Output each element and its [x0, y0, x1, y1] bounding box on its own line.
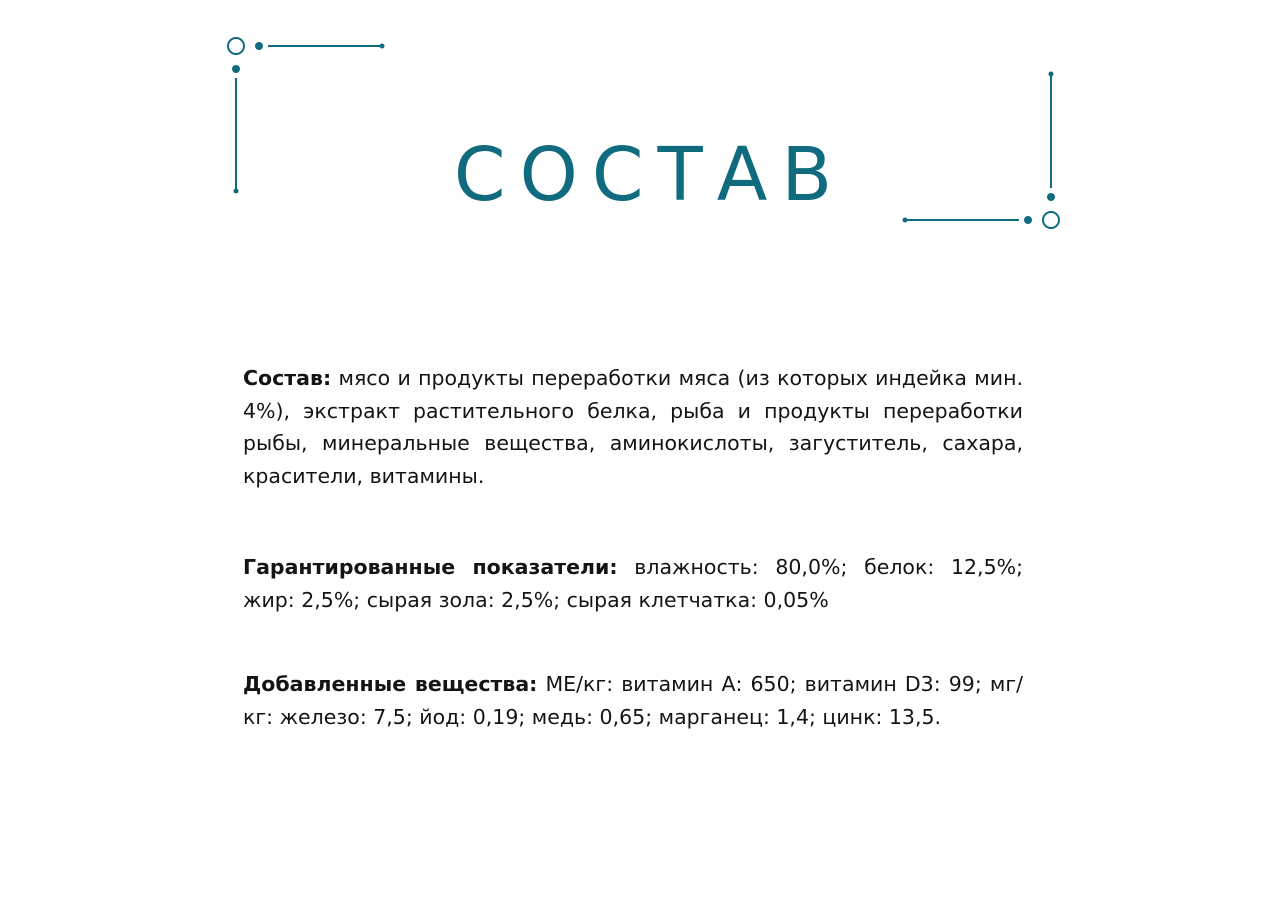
guaranteed-values-label: Гарантированные показатели:	[243, 555, 618, 579]
additives-text: МЕ/кг: витамин А: 650; витамин D3: 99; мг/кг: железо: 7,5; йод: 0,19; медь: 0,65; марганец: 1,4; цинк: 13,5.	[243, 672, 1023, 729]
dot-ornament-icon	[1049, 72, 1054, 77]
guaranteed-values-paragraph	[243, 551, 1023, 616]
composition-label: Состав:	[243, 366, 332, 390]
dot-ornament-icon	[255, 42, 263, 50]
guaranteed-values-text: влажность: 80,0%; белок: 12,5%; жир: 2,5%; сырая зола: 2,5%; сырая клетчатка: 0,05%	[243, 555, 1023, 612]
additives-paragraph	[243, 668, 1023, 733]
ring-ornament-icon	[228, 38, 244, 54]
composition-text: мясо и продукты переработки мяса (из которых индейка мин. 4%), экстракт растительного белка, рыба и продукты переработки рыбы, минеральные вещества, аминокислоты, загуститель, сахара, красители, витамины.	[243, 366, 1023, 488]
additives-label: Добавленные вещества:	[243, 672, 538, 696]
dot-ornament-icon	[232, 65, 240, 73]
page-title: СОСТАВ	[453, 131, 847, 218]
composition-paragraph	[243, 362, 1023, 492]
dot-ornament-icon	[380, 44, 385, 49]
